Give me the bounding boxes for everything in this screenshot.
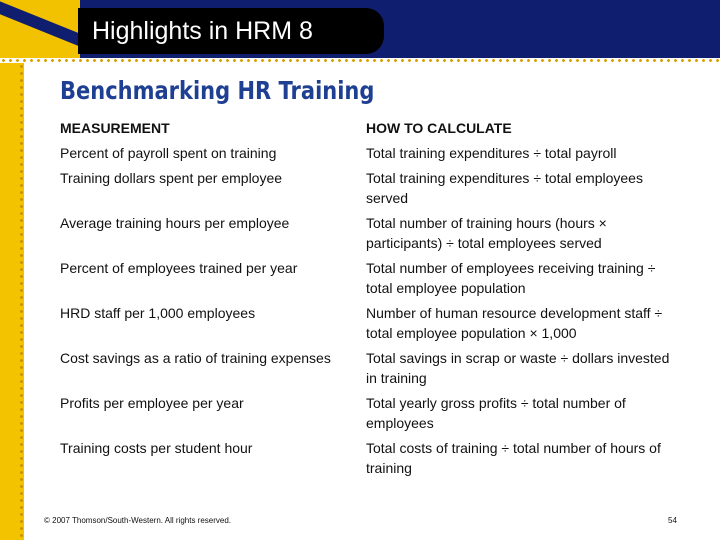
measurement-cell: Average training hours per employee xyxy=(60,215,290,231)
decorative-logo-block xyxy=(0,0,80,58)
calculation-cell: Total training expenditures ÷ total payroll xyxy=(366,145,617,161)
measurement-cell: Profits per employee per year xyxy=(60,395,244,411)
copyright-notice: © 2007 Thomson/South-Western. All rights reserved. xyxy=(44,516,232,525)
side-strip xyxy=(0,63,24,540)
logo-stripe xyxy=(0,0,80,52)
measurement-cell: HRD staff per 1,000 employees xyxy=(60,305,256,321)
calculation-cell: Total costs of training ÷ total number of hours of training xyxy=(366,440,661,476)
measurement-cell: Percent of payroll spent on training xyxy=(60,145,277,161)
slide-heading: Benchmarking HR Training xyxy=(60,76,375,105)
calculation-cell: Total training expenditures ÷ total employees served xyxy=(366,170,643,206)
header-title: Highlights in HRM 8 xyxy=(92,17,313,45)
measurement-cell: Cost savings as a ratio of training expenses xyxy=(60,350,331,366)
calculation-cell: Total savings in scrap or waste ÷ dollars invested in training xyxy=(366,350,670,386)
page-number: 54 xyxy=(668,516,677,525)
calculation-cell: Total number of training hours (hours × participants) ÷ total employees served xyxy=(366,215,607,251)
calculation-cell: Total number of employees receiving training ÷ total employee population xyxy=(366,260,656,296)
calculation-cell: Number of human resource development staff ÷ total employee population × 1,000 xyxy=(366,305,663,341)
dotted-border xyxy=(0,58,720,63)
side-dotted-border xyxy=(19,63,24,540)
measurement-cell: Training costs per student hour xyxy=(60,440,253,456)
column-header-how-to-calculate: HOW TO CALCULATE xyxy=(366,120,512,136)
column-header-measurement: MEASUREMENT xyxy=(60,120,170,136)
measurement-cell: Percent of employees trained per year xyxy=(60,260,298,276)
measurement-cell: Training dollars spent per employee xyxy=(60,170,283,186)
calculation-cell: Total yearly gross profits ÷ total number of employees xyxy=(366,395,626,431)
